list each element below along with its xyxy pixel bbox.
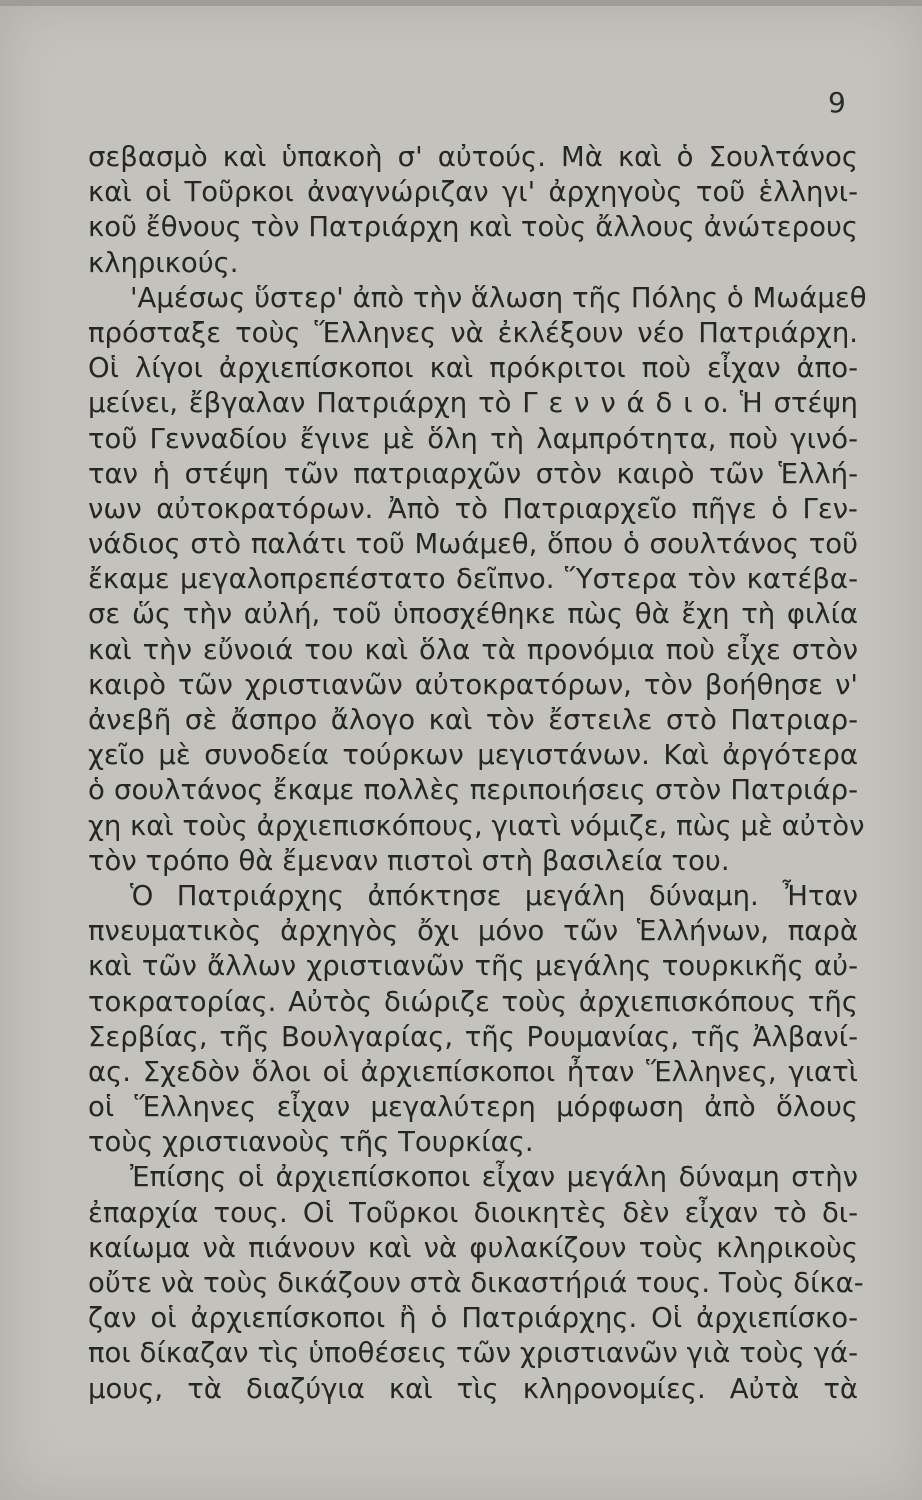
text-line: ἀνεβῆ σὲ ἄσπρο ἄλογο καὶ τὸν ἔστειλε στὸ Πατριαρ-: [88, 704, 858, 736]
text-line: μους, τὰ διαζύγια καὶ τὶς κληρονομίες. Αὐτὰ τὰ: [88, 1372, 858, 1405]
page-top-edge: [0, 0, 922, 6]
text-line: οὔτε νὰ τοὺς δικάζουν στὰ δικαστήριά τους. Τοὺς δίκα-: [88, 1267, 864, 1299]
text-line: Σερβίας, τῆς Βουλγαρίας, τῆς Ρουμανίας, τῆς Ἀλβανί-: [88, 1020, 858, 1053]
text-line: ποι δίκαζαν τὶς ὑποθέσεις τῶν χριστιανῶν γιὰ τοὺς γά-: [88, 1337, 858, 1370]
text-line: ἔκαμε μεγαλοπρεπέστατο δεῖπνο. Ὕστερα τὸν κατέβα-: [88, 563, 858, 596]
text-line: 'Αμέσως ὕστερ' ἀπὸ τὴν ἅλωση τῆς Πόλης ὁ Μωάμεθ: [130, 281, 867, 314]
text-line: χεῖο μὲ συνοδεία τούρκων μεγιστάνων. Καὶ ἀργότερα: [88, 739, 858, 772]
text-line: Ὁ Πατριάρχης ἀπόκτησε μεγάλη δύναμη. Ἦταν: [130, 879, 858, 912]
text-line: σε ὥς τὴν αὐλή, τοῦ ὑποσχέθηκε πὼς θὰ ἔχη τὴ φιλία: [88, 598, 858, 631]
body-text: [88, 140, 867, 1407]
text-line: καὶ οἱ Τοῦρκοι ἀναγνώριζαν γι' ἀρχηγοὺς τοῦ ἑλληνι-: [88, 176, 858, 209]
text-line: σεβασμὸ καὶ ὑπακοὴ σ' αὐτούς. Μὰ καὶ ὁ Σουλτάνος: [88, 141, 858, 173]
text-line: νων αὐτοκρατόρων. Ἀπὸ τὸ Πατριαρχεῖο πῆγε ὁ Γεν-: [88, 492, 858, 525]
text-line: τοκρατορίας. Αὐτὸς διώριζε τοὺς ἀρχιεπισκόπους τῆς: [88, 985, 858, 1018]
text-line: ἐπαρχία τους. Οἱ Τοῦρκοι διοικητὲς δὲν εἶχαν τὸ δι-: [88, 1196, 858, 1229]
text-line: οἱ Ἕλληνες εἶχαν μεγαλύτερη μόρφωση ἀπὸ ὅλους: [88, 1091, 858, 1124]
text-line: ὁ σουλτάνος ἔκαμε πολλὲς περιποιήσεις στὸν Πατριάρ-: [88, 774, 858, 807]
text-line: τοῦ Γενναδίου ἔγινε μὲ ὅλη τὴ λαμπρότητα, ποὺ γινό-: [88, 422, 858, 455]
text-line: χη καὶ τοὺς ἀρχιεπισκόπους, γιατὶ νόμιζε, πὼς μὲ αὐτὸν: [88, 809, 865, 842]
text-line: καὶ τῶν ἄλλων χριστιανῶν τῆς μεγάλης τουρκικῆς αὐ-: [88, 950, 858, 983]
text-line: πρόσταξε τοὺς Ἕλληνες νὰ ἐκλέξουν νέο Πατριάρχη.: [88, 316, 858, 349]
text-line: νάδιος στὸ παλάτι τοῦ Μωάμεθ, ὅπου ὁ σουλτάνος τοῦ: [88, 528, 858, 561]
text-line: κοῦ ἔθνους τὸν Πατριάρχη καὶ τοὺς ἄλλους ἀνώτερους: [88, 211, 858, 244]
text-line: κληρικούς.: [88, 246, 239, 279]
text-line: πνευματικὸς ἀρχηγὸς ὄχι μόνο τῶν Ἑλλήνων, παρὰ: [88, 915, 858, 948]
page-number: 9: [828, 86, 846, 119]
text-line: καὶ τὴν εὔνοιά του καὶ ὅλα τὰ προνόμια ποὺ εἶχε στὸν: [88, 633, 858, 666]
text-line: ταν ἡ στέψη τῶν πατριαρχῶν στὸν καιρὸ τῶν Ἑλλή-: [88, 457, 858, 490]
text-line: καιρὸ τῶν χριστιανῶν αὐτοκρατόρων, τὸν βοήθησε ν': [88, 668, 858, 701]
text-line: Οἱ λίγοι ἀρχιεπίσκοποι καὶ πρόκριτοι ποὺ εἶχαν ἀπο-: [88, 352, 858, 385]
text-line: μείνει, ἔβγαλαν Πατριάρχη τὸ Γ ε ν ν ά δ ι ο. Ἡ στέψη: [88, 387, 858, 420]
text-line: καίωμα νὰ πιάνουν καὶ νὰ φυλακίζουν τοὺς κληρικοὺς: [88, 1231, 858, 1264]
text-line: τοὺς χριστιανοὺς τῆς Τουρκίας.: [88, 1126, 534, 1159]
text-line: τὸν τρόπο θὰ ἔμεναν πιστοὶ στὴ βασιλεία του.: [88, 844, 730, 877]
text-line: ας. Σχεδὸν ὅλοι οἱ ἀρχιεπίσκοποι ἦταν Ἕλληνες, γιατὶ: [88, 1055, 858, 1088]
text-line: ζαν οἱ ἀρχιεπίσκοποι ἢ ὁ Πατριάρχης. Οἱ ἀρχιεπίσκο-: [88, 1302, 858, 1335]
text-line: Ἐπίσης οἱ ἀρχιεπίσκοποι εἶχαν μεγάλη δύναμη στὴν: [130, 1161, 858, 1194]
